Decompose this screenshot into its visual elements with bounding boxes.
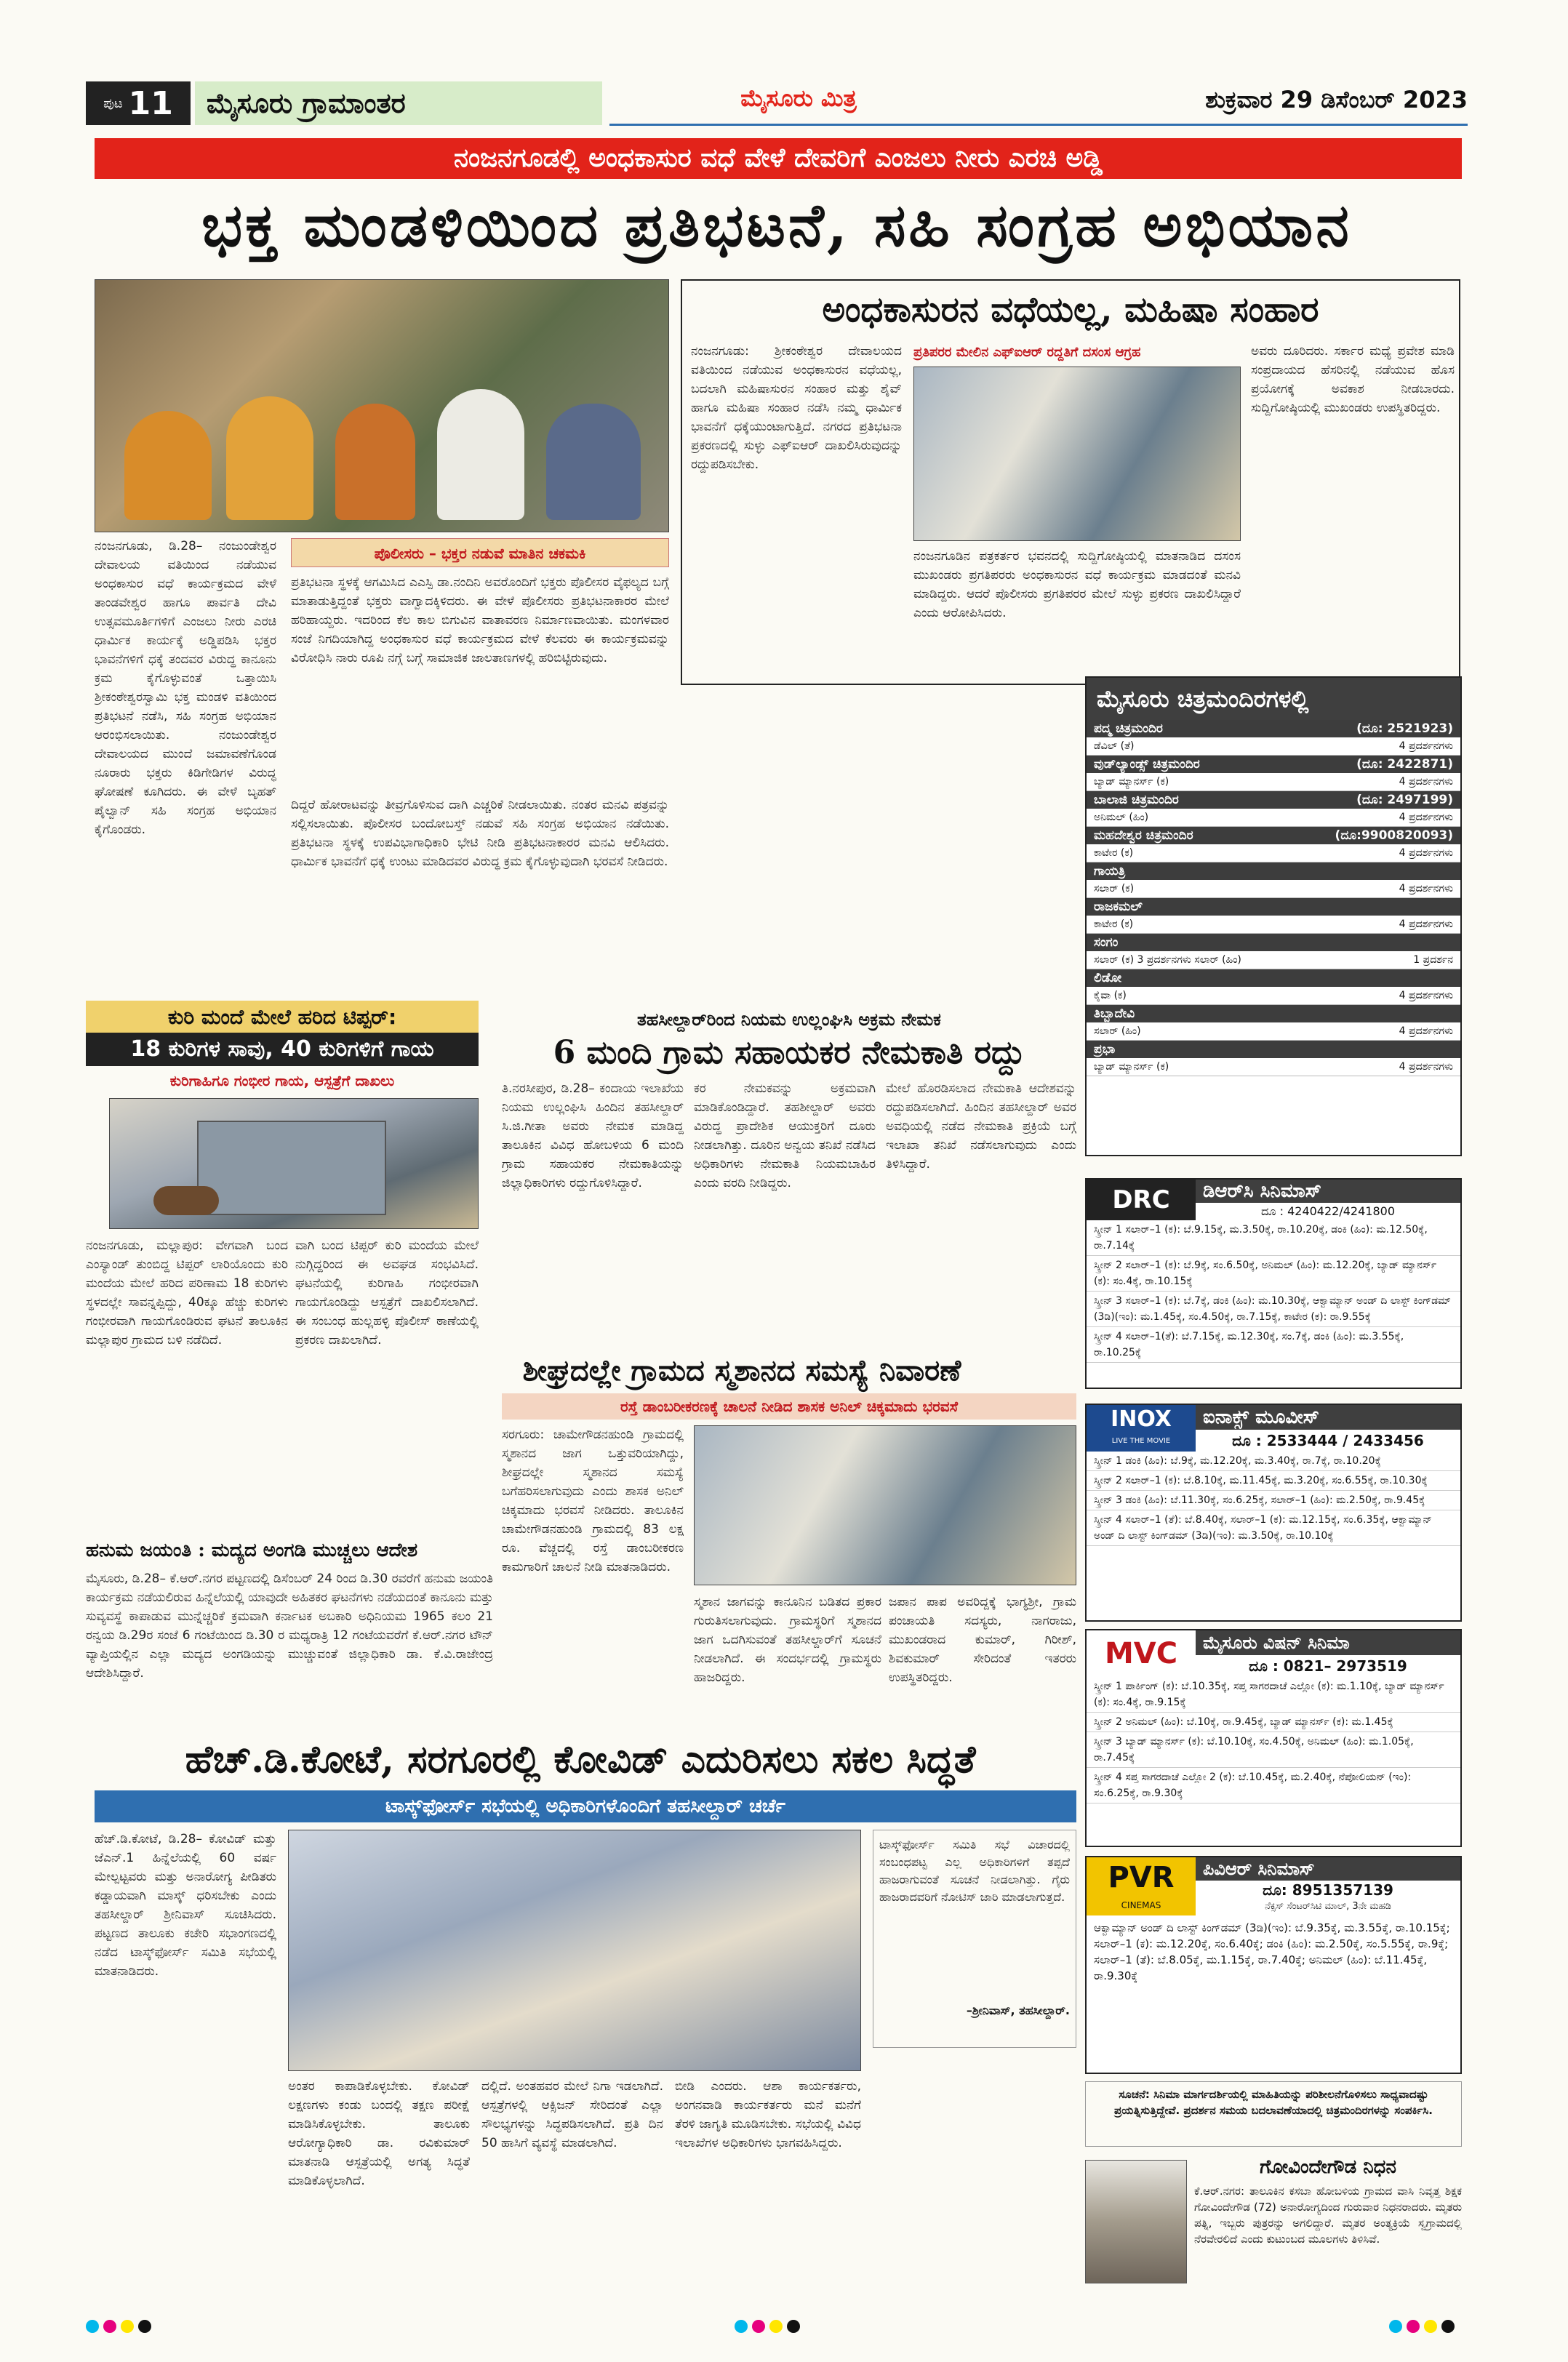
- theatre-name: ವುಡ್‌ಲ್ಯಾಂಡ್ಸ್ ಚಿತ್ರಮಂದಿರ: [1094, 757, 1200, 772]
- show-count: 4 ಪ್ರದರ್ಶನಗಳು: [1399, 990, 1453, 1001]
- movie-title: ಕಾಟೇರ (ಕ): [1094, 847, 1134, 859]
- masthead: [86, 81, 1468, 127]
- theatre-name-row: [1087, 827, 1460, 844]
- goat-headline-band: [86, 1033, 479, 1066]
- show-count: 4 ಪ್ರದರ್ಶನಗಳು: [1399, 847, 1453, 859]
- show-count: 4 ಪ್ರದರ್ಶನಗಳು: [1399, 883, 1453, 894]
- theatre-movie-row: [1087, 809, 1460, 827]
- covid-sub-band: [95, 1790, 1076, 1822]
- show-count: 4 ಪ್ರದರ್ಶನಗಳು: [1399, 812, 1453, 823]
- lead-col3: ದಿದ್ದರೆ ಹೋರಾಟವನ್ನು ತೀವ್ರಗೊಳಿಸುವ ದಾಗಿ ಎಚ್ಚರಿಕೆ ನೀಡಲಾಯಿತು. ನಂತರ ಮನವಿ ಪತ್ರವನ್ನು ಸಲ್ಲಿಸಲಾಯಿತು. ಪೊಲೀಸರ ಬಂದೋಬಸ್ತ್ ನಡುವೆ ಸಹಿ ಸಂಗ್ರಹ ಅಭಿಯಾನ ನಡೆಯಿತು. ಪ್ರತಿಭಟನಾ ಸ್ಥಳಕ್ಕೆ ಉಪವಿಭಾಗಾಧಿಕಾರಿ ಭೇಟಿ ನೀಡಿ ಪ್ರತಿಭಟನಾಕಾರರ ಮನವಿ ಆಲಿಸಿದರು. ಧಾರ್ಮಿಕ ಭಾವನೆಗೆ ಧಕ್ಕೆ ಉಂಟು ಮಾಡಿದವರ ವಿರುದ್ಧ ಕ್ರಮ ಕೈಗೊಳ್ಳುವುದಾಗಿ ಭರವಸೆ ನೀಡಿದರು.: [291, 798, 669, 869]
- story2-col3: ಅವರು ದೂರಿದರು. ಸರ್ಕಾರ ಮಧ್ಯೆ ಪ್ರವೇಶ ಮಾಡಿ ಸಂಪ್ರದಾಯದ ಹೆಸರಿನಲ್ಲಿ ನಡೆಯುವ ಹೊಸ ಪ್ರಯೋಗಕ್ಕೆ ಅವಕಾಶ ನೀಡಬಾರದು. ಸುದ್ದಿಗೋಷ್ಠಿಯಲ್ಲಿ ಮುಖಂಡರು ಉಪಸ್ಥಿತರಿದ್ದರು.: [1251, 344, 1455, 415]
- theatre-name: ಸಂಗಂ: [1094, 935, 1119, 950]
- registration-marks-center: [735, 2320, 804, 2336]
- theatre-movie-row: [1087, 987, 1460, 1005]
- screen-schedule: ಸ್ಕ್ರೀನ್ 2 ಸಲಾರ್–1 (ಕ): ಬೆ.8.10ಕ್ಕೆ, ಮ.11.45ಕ್ಕೆ, ಮ.3.20ಕ್ಕೆ, ಸಂ.6.55ಕ್ಕೆ, ರಾ.10.30ಕ್ಕೆ: [1087, 1471, 1460, 1491]
- movie-title: ಸಲಾರ್ (ಕ) 3 ಪ್ರದರ್ಶನಗಳು ಸಲಾರ್ (ಹಿಂ): [1094, 954, 1241, 966]
- paper-name: ಮೈಸೂರು ಮಿತ್ರ: [740, 84, 857, 112]
- screen-schedule: ಸ್ಕ್ರೀನ್ 1 ಡಂಕಿ (ಹಿಂ): ಬೆ.9ಕ್ಕೆ, ಮ.12.20ಕ್ಕೆ, ಮ.3.40ಕ್ಕೆ, ರಾ.7ಕ್ಕೆ, ರಾ.10.20ಕ್ಕೆ: [1087, 1452, 1460, 1471]
- theatre-movie-row: [1087, 880, 1460, 898]
- smashana-col2: ಸ್ಮಶಾನ ಜಾಗವನ್ನು ಕಾನೂನಿನ ಬಡಿತದ ಪ್ರಕಾರ ಗುರುತಿಸಲಾಗುವುದು. ಗ್ರಾಮಸ್ಥರಿಗೆ ಸ್ಮಶಾನದ ಜಾಗ ಒದಗಿಸುವಂತೆ ತಹಸೀಲ್ದಾರ್‌ಗೆ ಸೂಚನೆ ನೀಡಲಾಗಿದೆ. ಈ ಸಂದರ್ಭದಲ್ಲಿ ಗ್ರಾಮಸ್ಥರು ಹಾಜರಿದ್ದರು.: [694, 1595, 881, 1685]
- story2-photo: [913, 367, 1241, 541]
- screen-schedule: ಸ್ಕ್ರೀನ್ 4 ಸಪ್ತ ಸಾಗರದಾಚೆ ಎಲ್ಲೋ 2 (ಕ): ಬೆ.10.45ಕ್ಕೆ, ಮ.2.40ಕ್ಕೆ, ನೆಪೋಲಿಯನ್ (ಇಂ): ಸಂ.6.25ಕ್ಕೆ, ರಾ.9.30ಕ್ಕೆ: [1087, 1768, 1460, 1803]
- theatre-movie-row: [1087, 1022, 1460, 1041]
- screen-schedule: ಸ್ಕ್ರೀನ್ 1 ಸಲಾರ್–1 (ಕ): ಬೆ.9.15ಕ್ಕೆ, ಮ.3.50ಕ್ಕೆ, ರಾ.10.20ಕ್ಕೆ, ಡಂಕಿ (ಹಿಂ): ಮ.12.50ಕ್ಕೆ, ರಾ.7.14ಕ್ಕೆ: [1087, 1220, 1460, 1256]
- story2-kicker-band: [913, 342, 1241, 364]
- screen-schedule: ಸ್ಕ್ರೀನ್ 2 ಸಲಾರ್–1 (ಕ): ಬೆ.9ಕ್ಕೆ, ಸಂ.6.50ಕ್ಕೆ, ಅನಿಮಲ್ (ಹಿಂ): ಮ.12.20ಕ್ಕೆ, ಬ್ಯಾಡ್ ಮ್ಯಾನರ್ಸ್ (ಕ): ಸಂ.4ಕ್ಕೆ, ರಾ.10.15ಕ್ಕೆ: [1087, 1256, 1460, 1292]
- hanuma-body: ಮೈಸೂರು, ಡಿ.28– ಕೆ.ಆರ್.ನಗರ ಪಟ್ಟಣದಲ್ಲಿ ಡಿಸೆಂಬರ್ 24 ರಿಂದ ಡಿ.30 ರವರೆಗೆ ಹನುಮ ಜಯಂತಿ ಕಾರ್ಯಕ್ರಮ ನಡೆಯಲಿರುವ ಹಿನ್ನೆಲೆಯಲ್ಲಿ ಯಾವುದೇ ಅಹಿತಕರ ಘಟನೆಗಳು ನಡೆಯದಂತೆ ಕಾನೂನು ಮತ್ತು ಸುವ್ಯವಸ್ಥೆ ಕಾಪಾಡುವ ಮುನ್ನೆಚ್ಚರಿಕೆ ಕ್ರಮವಾಗಿ ಕರ್ನಾಟಕ ಅಬಕಾರಿ ಅಧಿನಿಯಮ 1965 ಕಲಂ 21 ರನ್ವಯ ಡಿ.29ರ ಸಂಜೆ 6 ಗಂಟೆಯಿಂದ ಡಿ.30 ರ ಮಧ್ಯರಾತ್ರಿ 12 ಗಂಟೆಯವರೆಗೆ ಕೆ.ಆರ್.ನಗರ ಟೌನ್ ವ್ಯಾಪ್ತಿಯಲ್ಲಿನ ಎಲ್ಲಾ ಮದ್ಯದ ಅಂಗಡಿಯನ್ನು ಮುಚ್ಚುವಂತೆ ಜಿಲ್ಲಾಧಿಕಾರಿ ಡಾ. ಕೆ.ವಿ.ರಾಜೇಂದ್ರ ಆದೇಶಿಸಿದ್ದಾರೆ.: [86, 1572, 493, 1681]
- inox-phone: ದೂ : 2533444 / 2433456: [1232, 1432, 1424, 1449]
- screen-schedule: ಸ್ಕ್ರೀನ್ 4 ಸಲಾರ್–1(ತೆ): ಬೆ.7.15ಕ್ಕೆ, ಮ.12.30ಕ್ಕೆ, ಸಂ.7ಕ್ಕೆ, ಡಂಕಿ (ಹಿಂ): ಮ.3.55ಕ್ಕೆ, ರಾ.10.25ಕ್ಕೆ: [1087, 1327, 1460, 1363]
- covid-box-text: ಟಾಸ್ಕ್‌ಫೋರ್ಸ್ ಸಮಿತಿ ಸಭೆ ವಿಚಾರದಲ್ಲಿ ಸಂಬಂಧಪಟ್ಟ ಎಲ್ಲ ಅಧಿಕಾರಿಗಳಿಗೆ ತಪ್ಪದೆ ಹಾಜರಾಗುವಂತೆ ಸೂಚನೆ ನೀಡಲಾಗಿತ್ತು. ಗೈರು ಹಾಜರಾದವರಿಗೆ ನೋಟಿಸ್ ಜಾರಿ ಮಾಡಲಾಗುತ್ತದೆ.: [879, 1838, 1070, 1904]
- smashana-col1: ಸರಗೂರು: ಚಾಮೇಗೌಡನಹುಂಡಿ ಗ್ರಾಮದಲ್ಲಿ ಸ್ಮಶಾನದ ಜಾಗ ಒತ್ತುವರಿಯಾಗಿದ್ದು, ಶೀಘ್ರದಲ್ಲೇ ಸ್ಮಶಾನದ ಸಮಸ್ಯೆ ಬಗೆಹರಿಸಲಾಗುವುದು ಎಂದು ಶಾಸಕ ಅನಿಲ್ ಚಿಕ್ಕಮಾದು ಭರವಸೆ ನೀಡಿದರು. ತಾಲೂಕಿನ ಚಾಮೇಗೌಡನಹುಂಡಿ ಗ್ರಾಮದಲ್ಲಿ 83 ಲಕ್ಷ ರೂ. ವೆಚ್ಚದಲ್ಲಿ ರಸ್ತೆ ಡಾಂಬರೀಕರಣ ಕಾಮಗಾರಿಗೆ ಚಾಲನೆ ನೀಡಿ ಮಾತನಾಡಿದರು.: [502, 1428, 684, 1574]
- inox-title: ಐನಾಕ್ಸ್ ಮೂವೀಸ್: [1196, 1405, 1460, 1430]
- story2-headline: ಅಂಧಕಾಸುರನ ವಧೆಯಲ್ಲ, ಮಹಿಷಾ ಸಂಹಾರ: [822, 289, 1319, 330]
- covid-box: [873, 1830, 1076, 2048]
- covid-col3: ದಲ್ಲಿದೆ. ಅಂತಹವರ ಮೇಲೆ ನಿಗಾ ಇಡಲಾಗಿದೆ. ಆಸ್ಪತ್ರೆಗಳಲ್ಲಿ ಆಕ್ಸಿಜನ್ ಸೇರಿದಂತೆ ಎಲ್ಲಾ ಸೌಲಭ್ಯಗಳನ್ನು ಸಿದ್ಧಪಡಿಸಲಾಗಿದೆ. ಪ್ರತಿ ದಿನ 50 ಹಾಸಿಗೆ ವ್ಯವಸ್ಥೆ ಮಾಡಲಾಗಿದೆ.: [481, 2079, 663, 2150]
- lead-kicker-band: [95, 138, 1462, 179]
- theatre-name-row: [1087, 969, 1460, 987]
- smashana-col3: ಜಪಾನ ಪಾಪ ಅವರಿದ್ದಕ್ಕೆ ಭಾಗ್ಯಶ್ರೀ, ಗ್ರಾಮ ಪಂಚಾಯತಿ ಸದಸ್ಯರು, ನಾಗರಾಜು, ಮುಖಂಡರಾದ ಕುಮಾರ್, ಗಿರೀಶ್, ಶಿವಕುಮಾರ್ ಸೇರಿದಂತೆ ಇತರರು ಉಪಸ್ಥಿತರಿದ್ದರು.: [889, 1595, 1076, 1685]
- issue-date: ಶುಕ್ರವಾರ 29 ಡಿಸೆಂಬರ್ 2023: [1205, 86, 1468, 113]
- inox-tagline: LIVE THE MOVIE: [1111, 1437, 1171, 1445]
- lead-col1: ನಂಜನಗೂಡು, ಡಿ.28– ನಂಜುಂಡೇಶ್ವರ ದೇವಾಲಯ ವತಿಯಿಂದ ನಡೆಯುವ ಅಂಧಕಾಸುರ ವಧೆ ಕಾರ್ಯಕ್ರಮದ ವೇಳೆ ತಾಂಡವೇಶ್ವರ ಹಾಗೂ ಪಾರ್ವತಿ ದೇವಿ ಉತ್ಸವಮೂರ್ತಿಗಳಿಗೆ ಎಂಜಲು ನೀರು ಎರಚಿ ಧಾರ್ಮಿಕ ಕಾರ್ಯಕ್ಕೆ ಅಡ್ಡಿಪಡಿಸಿ ಭಕ್ತರ ಭಾವನೆಗಳಿಗೆ ಧಕ್ಕೆ ತಂದವರ ವಿರುದ್ಧ ಕಾನೂನು ಕ್ರಮ ಕೈಗೊಳ್ಳುವಂತೆ ಒತ್ತಾಯಿಸಿ ಶ್ರೀಕಂಠೇಶ್ವರಸ್ವಾಮಿ ಭಕ್ತ ಮಂಡಳಿ ವತಿಯಿಂದ ಪ್ರತಿಭಟನೆ ನಡೆಸಿ, ಸಹಿ ಸಂಗ್ರಹ ಅಭಿಯಾನ ಆರಂಭಿಸಲಾಯಿತು. ನಂಜುಂಡೇಶ್ವರ ದೇವಾಲಯದ ಮುಂದೆ ಜಮಾವಣೆಗೊಂಡ ನೂರಾರು ಭಕ್ತರು ಕಿಡಿಗೇಡಿಗಳ ವಿರುದ್ಧ ಘೋಷಣೆ ಕೂಗಿದರು. ಈ ವೇಳೆ ಬೃಹತ್ ಪೈಲ್ವಾನ್ ಸಹಿ ಸಂಗ್ರಹ ಅಭಿಯಾನ ಕೈಗೊಂಡರು.: [95, 539, 276, 837]
- theatre-name-row: [1087, 720, 1460, 737]
- show-count: 4 ಪ್ರದರ್ಶನಗಳು: [1399, 776, 1453, 788]
- page-label-box: [86, 81, 191, 125]
- screen-schedule: ಸ್ಕ್ರೀನ್ 3 ಸಲಾರ್–1 (ಕ): ಬೆ.7ಕ್ಕೆ, ಡಂಕಿ (ಹಿಂ): ಮ.10.30ಕ್ಕೆ, ಆಕ್ವಾಮ್ಯಾನ್ ಅಂಡ್ ದಿ ಲಾಸ್ಟ್ ಕಿಂಗ್‌ಡಮ್ (3ಡಿ)(ಇಂ): ಮ.1.45ಕ್ಕೆ, ಸಂ.4.50ಕ್ಕೆ, ರಾ.7.15ಕ್ಕೆ, ಕಾಟೇರ (ಕ): ರಾ.9.55ಕ್ಕೆ: [1087, 1292, 1460, 1327]
- theatre-name: ಪದ್ಮ ಚಿತ್ರಮಂದಿರ: [1094, 721, 1163, 736]
- inox-box: [1085, 1404, 1462, 1622]
- obit-box: [1085, 2154, 1462, 2307]
- theatre-name: ಬಾಲಾಜಿ ಚಿತ್ರಮಂದಿರ: [1094, 793, 1179, 807]
- movie-title: ಸಲಾರ್ (ಕ): [1094, 883, 1135, 894]
- obit-headline: ಗೋವಿಂದೇಗೌಡ ನಿಧನ: [1260, 2156, 1396, 2178]
- movie-title: ಕಾಟೇರ (ಕ): [1094, 918, 1134, 930]
- show-count: 4 ಪ್ರದರ್ಶನಗಳು: [1399, 1025, 1453, 1037]
- nemakaati-kicker: ತಹಸೀಲ್ದಾರ್‌ರಿಂದ ನಿಯಮ ಉಲ್ಲಂಘಿಸಿ ಅಕ್ರಮ ನೇಮಕ: [637, 1009, 941, 1030]
- theatre-name: ತಿಬ್ಬಾದೇವಿ: [1094, 1006, 1135, 1021]
- theatre-movie-row: [1087, 951, 1460, 969]
- show-count: 4 ಪ್ರದರ್ಶನಗಳು: [1399, 1061, 1453, 1073]
- drc-logo: DRC: [1087, 1180, 1196, 1220]
- nemakaati-col2: ಕರ ನೇಮಕವನ್ನು ಅಕ್ರಮವಾಗಿ ಮಾಡಿಕೊಂಡಿದ್ದಾರೆ. ತಹಶೀಲ್ದಾರ್ ಅವರು ವಿರುದ್ಧ ಪ್ರಾದೇಶಿಕ ಆಯುಕ್ತರಿಗೆ ದೂರು ನೀಡಲಾಗಿತ್ತು. ದೂರಿನ ಅನ್ವಯ ತನಿಖೆ ನಡೆಸಿದ ಅಧಿಕಾರಿಗಳು ನೇಮಕಾತಿ ನಿಯಮಬಾಹಿರ ಎಂದು ವರದಿ ನೀಡಿದ್ದರು.: [694, 1081, 876, 1190]
- mvc-logo: MVC: [1104, 1637, 1178, 1670]
- theatre-movie-row: [1087, 916, 1460, 934]
- page-number: 11: [128, 84, 173, 122]
- page-label: ಪುಟ: [103, 95, 123, 111]
- drc-title: ಡಿಆರ್‌ಸಿ ಸಿನಿಮಾಸ್: [1196, 1180, 1460, 1203]
- smashana-photo: [694, 1425, 1076, 1585]
- theatre-movie-row: [1087, 773, 1460, 791]
- covid-box-sign: –ಶ್ರೀನಿವಾಸ್, ತಹಸೀಲ್ದಾರ್.: [966, 2003, 1070, 2017]
- pvr-note: ಸೂಚನೆ: ಸಿನಿಮಾ ಮಾರ್ಗದರ್ಶಿಯಲ್ಲಿ ಮಾಹಿತಿಯನ್ನು ಪರಿಶೀಲನೆಗೊಳಿಸಲು ಸಾಧ್ಯವಾದಷ್ಟು ಪ್ರಯತ್ನಿಸುತ್ತಿದ್ದೇವೆ. ಪ್ರದರ್ಶನ ಸಮಯ ಬದಲಾವಣೆಯಾದಲ್ಲಿ ಚಿತ್ರಮಂದಿರಗಳನ್ನು ಸಂಪರ್ಕಿಸಿ.: [1085, 2081, 1462, 2147]
- smashana-headline: ಶೀಘ್ರದಲ್ಲೇ ಗ್ರಾಮದ ಸ್ಮಶಾನದ ಸಮಸ್ಯೆ ನಿವಾರಣೆ: [522, 1353, 961, 1388]
- theatre-name: ರಾಜಕಮಲ್: [1094, 900, 1143, 914]
- pvr-logo-sub: CINEMAS: [1121, 1900, 1161, 1910]
- covid-col2: ಅಂತರ ಕಾಪಾಡಿಕೊಳ್ಳಬೇಕು. ಕೋವಿಡ್ ಲಕ್ಷಣಗಳು ಕಂಡು ಬಂದಲ್ಲಿ ತಕ್ಷಣ ಪರೀಕ್ಷೆ ಮಾಡಿಸಿಕೊಳ್ಳಬೇಕು. ತಾಲೂಕು ಆರೋಗ್ಯಾಧಿಕಾರಿ ಡಾ. ರವಿಕುಮಾರ್ ಮಾತನಾಡಿ ಆಸ್ಪತ್ರೆಯಲ್ಲಿ ಅಗತ್ಯ ಸಿದ್ಧತೆ ಮಾಡಿಕೊಳ್ಳಲಾಗಿದೆ.: [288, 2079, 470, 2188]
- nemakaati-col1: ತಿ.ನರಸೀಪುರ, ಡಿ.28– ಕಂದಾಯ ಇಲಾಖೆಯ ನಿಯಮ ಉಲ್ಲಂಘಿಸಿ ಹಿಂದಿನ ತಹಸೀಲ್ದಾರ್ ಸಿ.ಜಿ.ಗೀತಾ ಅವರು ನೇಮಕ ಮಾಡಿದ್ದ ತಾಲೂಕಿನ ವಿವಿಧ ಹೋಬಳಿಯ 6 ಮಂದಿ ಗ್ರಾಮ ಸಹಾಯಕರ ನೇಮಕಾತಿಯನ್ನು ಜಿಲ್ಲಾಧಿಕಾರಿಗಳು ರದ್ದುಗೊಳಿಸಿದ್ದಾರೆ.: [502, 1081, 684, 1190]
- lead-headline: ಭಕ್ತ ಮಂಡಳಿಯಿಂದ ಪ್ರತಿಭಟನೆ, ಸಹಿ ಸಂಗ್ರಹ ಅಭಿಯಾನ: [201, 191, 1352, 260]
- covid-col1: ಹೆಚ್.ಡಿ.ಕೋಟೆ, ಡಿ.28– ಕೋವಿಡ್ ಮತ್ತು ಜೆಎನ್.1 ಹಿನ್ನೆಲೆಯಲ್ಲಿ 60 ವರ್ಷ ಮೇಲ್ಪಟ್ಟವರು ಮತ್ತು ಅನಾರೋಗ್ಯ ಪೀಡಿತರು ಕಡ್ಡಾಯವಾಗಿ ಮಾಸ್ಕ್ ಧರಿಸಬೇಕು ಎಂದು ತಹಸೀಲ್ದಾರ್ ಶ್ರೀನಿವಾಸ್ ಸೂಚಿಸಿದರು. ಪಟ್ಟಣದ ತಾಲೂಕು ಕಚೇರಿ ಸಭಾಂಗಣದಲ್ಲಿ ನಡೆದ ಟಾಸ್ಕ್‌ಫೋರ್ಸ್ ಸಮಿತಿ ಸಭೆಯಲ್ಲಿ ಮಾತನಾಡಿದರು.: [95, 1832, 276, 1979]
- theatre-phone: (ದೂ: 2422871): [1356, 757, 1453, 772]
- goat-kicker: ಕುರಿ ಮಂದೆ ಮೇಲೆ ಹರಿದ ಟಿಪ್ಪರ್:: [167, 1005, 397, 1029]
- movie-title: ಬ್ಯಾಡ್ ಮ್ಯಾನರ್ಸ್ (ಕ): [1094, 1061, 1169, 1073]
- goat-body1: ನಂಜನಗೂಡು, ಮಲ್ಲಾಪುರ: ವೇಗವಾಗಿ ಬಂದ ಎಂಸ್ಯಾಂಡ್ ತುಂಬಿದ್ದ ಟಿಪ್ಪರ್ ಲಾರಿಯೊಂದು ಕುರಿ ಮಂದೆಯ ಮೇಲೆ ಹರಿದ ಪರಿಣಾಮ 18 ಕುರಿಗಳು ಸ್ಥಳದಲ್ಲೇ ಸಾವನ್ನಪ್ಪಿದ್ದು, 40ಕ್ಕೂ ಹೆಚ್ಚು ಕುರಿಗಳು ಗಂಭೀರವಾಗಿ ಗಾಯಗೊಂಡಿರುವ ಘಟನೆ ತಾಲೂಕಿನ ಮಲ್ಲಾಪುರ ಗ್ರಾಮದ ಬಳಿ ನಡೆದಿದೆ.: [86, 1238, 288, 1348]
- covid-col5: [873, 2055, 1076, 2281]
- pvr-title: ಪಿವಿಆರ್ ಸಿನಿಮಾಸ್: [1196, 1857, 1460, 1881]
- masthead-rule: [609, 124, 1468, 126]
- nemakaati-col3: ಮೇಲೆ ಹೊರಡಿಸಲಾದ ನೇಮಕಾತಿ ಆದೇಶವನ್ನು ರದ್ದುಪಡಿಸಲಾಗಿದೆ. ಹಿಂದಿನ ತಹಸೀಲ್ದಾರ್ ಅವರ ಅವಧಿಯಲ್ಲಿ ನಡೆದ ನೇಮಕಾತಿ ಪ್ರಕ್ರಿಯೆ ಬಗ್ಗೆ ಇಲಾಖಾ ತನಿಖೆ ನಡೆಸಲಾಗುವುದು ಎಂದು ತಿಳಿಸಿದ್ದಾರೆ.: [886, 1081, 1076, 1172]
- pvr-address: ನೆಕ್ಸಸ್ ಸೆಂಟರ್‌ಸಿಟಿ ಮಾಲ್, 3ನೇ ಮಹಡಿ: [1265, 1901, 1391, 1912]
- screen-schedule: ಸ್ಕ್ರೀನ್ 3 ಬ್ಯಾಡ್ ಮ್ಯಾನರ್ಸ್ (ಕ): ಬೆ.10.10ಕ್ಕೆ, ಸಂ.4.50ಕ್ಕೆ, ಅನಿಮಲ್ (ಹಿಂ): ಮ.1.05ಕ್ಕೆ, ರಾ.7.45ಕ್ಕೆ: [1087, 1732, 1460, 1768]
- smashana-sub: ರಸ್ತೆ ಡಾಂಬರೀಕರಣಕ್ಕೆ ಚಾಲನೆ ನೀಡಿದ ಶಾಸಕ ಅನಿಲ್ ಚಿಕ್ಕಮಾದು ಭರವಸೆ: [620, 1398, 958, 1415]
- movie-title: ಸಲಾರ್ (ಹಿಂ): [1094, 1025, 1141, 1037]
- mvc-phone: ದೂ : 0821– 2973519: [1249, 1657, 1407, 1675]
- theatre-phone: (ದೂ: 2497199): [1356, 793, 1453, 807]
- goat-kicker-band: [86, 1001, 479, 1034]
- theatre-name: ಗಾಯತ್ರಿ: [1094, 864, 1126, 878]
- obit-photo: [1085, 2160, 1187, 2283]
- theatre-name-row: [1087, 1005, 1460, 1022]
- hanuma-headline: ಹನುಮ ಜಯಂತಿ : ಮದ್ಯದ ಅಂಗಡಿ ಮುಚ್ಚಲು ಆದೇಶ: [86, 1540, 418, 1561]
- story2-col2: ನಂಜನಗೂಡಿನ ಪತ್ರಕರ್ತರ ಭವನದಲ್ಲಿ ಸುದ್ದಿಗೋಷ್ಠಿಯಲ್ಲಿ ಮಾತನಾಡಿದ ದಸಂಸ ಮುಖಂಡರು ಪ್ರಗತಿಪರರು ಅಂಧಕಾಸುರನ ವಧೆ ಕಾರ್ಯಕ್ರಮ ಮಾಡದಂತೆ ಮನವಿ ಮಾಡಿದ್ದರು. ಆದರೆ ಪೊಲೀಸರು ಪ್ರಗತಿಪರರ ಮೇಲೆ ಸುಳ್ಳು ಪ್ರಕರಣ ದಾಖಲಿಸಿದ್ದಾರೆ ಎಂದು ಆರೋಪಿಸಿದರು.: [913, 549, 1241, 620]
- screen-schedule: ಸ್ಕ್ರೀನ್ 4 ಸಲಾರ್–1 (ತೆ): ಬೆ.8.40ಕ್ಕೆ, ಸಲಾರ್–1 (ಕ): ಮ.12.15ಕ್ಕೆ, ಸಂ.6.35ಕ್ಕೆ, ಆಕ್ವಾಮ್ಯಾನ್ ಅಂಡ್ ದಿ ಲಾಸ್ಟ್ ಕಿಂಗ್‌ಡಮ್ (3ಡಿ)(ಇಂ): ಮ.3.50ಕ್ಕೆ, ರಾ.10.10ಕ್ಕೆ: [1087, 1510, 1460, 1546]
- story2-kicker: ಪ್ರತಿಪರರ ಮೇಲಿನ ಎಫ್‌ಐಆರ್ ರದ್ದತಿಗೆ ದಸಂಸ ಆಗ್ರಹ: [913, 345, 1141, 360]
- registration-marks-right: [1389, 2320, 1459, 2336]
- screen-schedule: ಸ್ಕ್ರೀನ್ 3 ಡಂಕಿ (ಹಿಂ): ಬೆ.11.30ಕ್ಕೆ, ಸಂ.6.25ಕ್ಕೆ, ಸಲಾರ್–1 (ಹಿಂ): ಮ.2.50ಕ್ಕೆ, ರಾ.9.45ಕ್ಕೆ: [1087, 1491, 1460, 1510]
- show-count: 1 ಪ್ರದರ್ಶನ: [1413, 954, 1453, 966]
- drc-phone: ದೂ : 4240422/4241800: [1260, 1204, 1395, 1218]
- pvr-phone: ದೂ: 8951357139: [1263, 1881, 1393, 1899]
- story2-col1: ನಂಜನಗೂಡು: ಶ್ರೀಕಂಠೇಶ್ವರ ದೇವಾಲಯದ ವತಿಯಿಂದ ನಡೆಯುವ ಅಂಧಕಾಸುರನ ವಧೆಯಲ್ಲ, ಬದಲಾಗಿ ಮಹಿಷಾಸುರನ ಸಂಹಾರ ಮತ್ತು ಶೈವ್‌ ಹಾಗೂ ಮಹಿಷಾ ಸಂಹಾರ ನಡೆಸಿ ನಮ್ಮ ಧಾರ್ಮಿಕ ಭಾವನೆಗೆ ಧಕ್ಕೆಯುಂಟಾಗುತ್ತಿದೆ. ನಗರದ ಪ್ರತಿಭಟನಾ ಪ್ರಕರಣದಲ್ಲಿ ಸುಳ್ಳು ಎಫ್‌ಐಆರ್ ದಾಖಲಿಸಿರುವುದನ್ನು ರದ್ದುಪಡಿಸಬೇಕು.: [691, 344, 902, 472]
- section-name: ಮೈಸೂರು ಗ್ರಾಮಾಂತರ: [195, 81, 602, 125]
- theatre-name-row: [1087, 756, 1460, 773]
- movie-title: ಬ್ಯಾಡ್ ಮ್ಯಾನರ್ಸ್ (ಕ): [1094, 776, 1169, 788]
- theatre-name: ಲಿಡೋ: [1094, 971, 1122, 985]
- screen-schedule: ಸ್ಕ್ರೀನ್ 2 ಅನಿಮಲ್ (ಹಿಂ): ಬೆ.10ಕ್ಕೆ, ರಾ.9.45ಕ್ಕೆ, ಬ್ಯಾಡ್ ಮ್ಯಾನರ್ಸ್ (ಕ): ಮ.1.45ಕ್ಕೆ: [1087, 1713, 1460, 1732]
- movie-title: ಅನಿಮಲ್ (ಹಿಂ): [1094, 812, 1149, 823]
- theatre-movie-row: [1087, 844, 1460, 862]
- screen-schedule: ಸ್ಕ್ರೀನ್ 1 ಪಾರ್ಕಿಂಗ್ (ಕ): ಬೆ.10.35ಕ್ಕೆ, ಸಪ್ತ ಸಾಗರದಾಚೆ ಎಲ್ಲೋ (ಕ): ಮ.1.10ಕ್ಕೆ, ಬ್ಯಾಡ್ ಮ್ಯಾನರ್ಸ್ (ಕ): ಸಂ.4ಕ್ಕೆ, ರಾ.9.15ಕ್ಕೆ: [1087, 1677, 1460, 1713]
- mvc-box: [1085, 1629, 1462, 1847]
- covid-headline: ಹೆಚ್.ಡಿ.ಕೋಟೆ, ಸರಗೂರಲ್ಲಿ ಕೋವಿಡ್ ಎದುರಿಸಲು ಸಕಲ ಸಿದ್ಧತೆ: [185, 1737, 976, 1782]
- pvr-logo: PVR: [1108, 1861, 1175, 1894]
- goat-photo: [109, 1098, 479, 1229]
- theatre-movie-row: [1087, 737, 1460, 756]
- inox-logo: INOX: [1111, 1406, 1172, 1432]
- lead-kicker: ನಂಜನಗೂಡಲ್ಲಿ ಅಂಧಕಾಸುರ ವಧೆ ವೇಳೆ ದೇವರಿಗೆ ಎಂಜಲು ನೀರು ಎರಚಿ ಅಡ್ಡಿ: [453, 143, 1103, 173]
- theatre-movie-row: [1087, 1058, 1460, 1076]
- covid-sub: ಟಾಸ್ಕ್‌ಫೋರ್ಸ್ ಸಭೆಯಲ್ಲಿ ಅಧಿಕಾರಿಗಳೊಂದಿಗೆ ತಹಸೀಲ್ದಾರ್ ಚರ್ಚೆ: [385, 1795, 786, 1817]
- goat-sub: ಕುರಿಗಾಹಿಗೂ ಗಂಭೀರ ಗಾಯ, ಆಸ್ಪತ್ರೆಗೆ ದಾಖಲು: [169, 1072, 395, 1089]
- drc-box: [1085, 1178, 1462, 1389]
- theatre-listings: [1085, 676, 1462, 1156]
- show-count: 4 ಪ್ರದರ್ಶನಗಳು: [1399, 740, 1453, 752]
- theatre-name: ಮಹದೇಶ್ವರ ಚಿತ್ರಮಂದಿರ: [1094, 828, 1193, 843]
- lead-subbox-text: ಪೊಲೀಸರು – ಭಕ್ತರ ನಡುವೆ ಮಾತಿನ ಚಕಮಕಿ: [374, 545, 586, 562]
- smashana-sub-band: [502, 1393, 1076, 1420]
- lead-subbox: [291, 538, 669, 567]
- movie-title: ಕೈವಾ (ಕ): [1094, 990, 1127, 1001]
- theatres-title: ಮೈಸೂರು ಚಿತ್ರಮಂದಿರಗಳಲ್ಲಿ: [1087, 678, 1460, 720]
- theatre-name-row: [1087, 791, 1460, 809]
- theatre-name-row: [1087, 934, 1460, 951]
- registration-marks-left: [86, 2320, 156, 2336]
- movie-title: ಡೆವಿಲ್ (ತೆ): [1094, 740, 1135, 752]
- nemakaati-headline: 6 ಮಂದಿ ಗ್ರಾಮ ಸಹಾಯಕರ ನೇಮಕಾತಿ ರದ್ದು: [553, 1034, 1025, 1071]
- theatre-name-row: [1087, 862, 1460, 880]
- covid-photo: [288, 1830, 861, 2071]
- theatre-name-row: [1087, 1041, 1460, 1058]
- goat-headline: 18 ಕುರಿಗಳ ಸಾವು, 40 ಕುರಿಗಳಿಗೆ ಗಾಯ: [130, 1036, 434, 1062]
- mvc-title: ಮೈಸೂರು ವಿಷನ್ ಸಿನಿಮಾ: [1196, 1630, 1460, 1655]
- covid-col4: ಬೀಡಿ ಎಂದರು. ಆಶಾ ಕಾರ್ಯಕರ್ತರು, ಅಂಗನವಾಡಿ ಕಾರ್ಯಕರ್ತರು ಮನೆ ಮನೆಗೆ ತೆರಳಿ ಜಾಗೃತಿ ಮೂಡಿಸಬೇಕು. ಸಭೆಯಲ್ಲಿ ವಿವಿಧ ಇಲಾಖೆಗಳ ಅಧಿಕಾರಿಗಳು ಭಾಗವಹಿಸಿದ್ದರು.: [675, 2079, 861, 2150]
- lead-photo: [95, 279, 669, 532]
- theatre-phone: (ದೂ: 2521923): [1356, 721, 1453, 736]
- show-count: 4 ಪ್ರದರ್ಶನಗಳು: [1399, 918, 1453, 930]
- theatre-phone: (ದೂ:9900820093): [1335, 828, 1453, 843]
- theatre-name-row: [1087, 898, 1460, 916]
- obit-body: ಕೆ.ಆರ್.ನಗರ: ತಾಲೂಕಿನ ಕಸಬಾ ಹೋಬಳಿಯ ಗ್ರಾಮದ ವಾಸಿ ನಿವೃತ್ತ ಶಿಕ್ಷಕ ಗೋವಿಂದೇಗೌಡ (72) ಅನಾರೋಗ್ಯದಿಂದ ಗುರುವಾರ ನಿಧನರಾದರು. ಮೃತರು ಪತ್ನಿ, ಇಬ್ಬರು ಪುತ್ರರನ್ನು ಅಗಲಿದ್ದಾರೆ. ಮೃತರ ಅಂತ್ಯಕ್ರಿಯೆ ಸ್ವಗ್ರಾಮದಲ್ಲಿ ನೆರವೇರಲಿದೆ ಎಂದು ಕುಟುಂಬದ ಮೂಲಗಳು ತಿಳಿಸಿವೆ.: [1194, 2185, 1462, 2246]
- theatre-name: ಪ್ರಭಾ: [1094, 1042, 1116, 1057]
- pvr-box: [1085, 1856, 1462, 2074]
- lead-col2: ಪ್ರತಿಭಟನಾ ಸ್ಥಳಕ್ಕೆ ಆಗಮಿಸಿದ ಎಎಸ್ಪಿ ಡಾ.ನಂದಿನಿ ಅವರೊಂದಿಗೆ ಭಕ್ತರು ಪೊಲೀಸರ ವೈಫಲ್ಯದ ಬಗ್ಗೆ ಮಾತಾಡುತ್ತಿದ್ದಂತೆ ಭಕ್ತರು ವಾಗ್ವಾದಕ್ಕಿಳಿದರು. ಈ ವೇಳೆ ಪೊಲೀಸರು ಪ್ರತಿಭಟನಾಕಾರರ ಮೇಲೆ ಹರಿಹಾಯ್ದರು. ಇದರಿಂದ ಕೆಲ ಕಾಲ ಬಿಗುವಿನ ವಾತಾವರಣ ನಿರ್ಮಾಣವಾಯಿತು. ಮಂಗಳವಾರ ಸಂಜೆ ನಿಗದಿಯಾಗಿದ್ದ ಅಂಧಕಾಸುರ ವಧೆ ಕಾರ್ಯಕ್ರಮದ ವೇಳೆ ಕೆಲವರು ಈ ಕಾರ್ಯಕ್ರಮವನ್ನು ವಿರೋಧಿಸಿ ನಾರು ರೂಪಿ ನಗ್ಗೆ ಬಗ್ಗೆ ಸಾಮಾಜಿಕ ಜಾಲತಾಣಗಳಲ್ಲಿ ಹರಿಬಿಟ್ಟಿರುವುದು.: [291, 575, 669, 665]
- goat-body2: ವಾಗಿ ಬಂದ ಟಿಪ್ಪರ್ ಕುರಿ ಮಂದೆಯ ಮೇಲೆ ನುಗ್ಗಿದ್ದರಿಂದ ಈ ಅವಘಡ ಸಂಭವಿಸಿದೆ. ಘಟನೆಯಲ್ಲಿ ಕುರಿಗಾಹಿ ಗಂಭೀರವಾಗಿ ಗಾಯಗೊಂಡಿದ್ದು ಆಸ್ಪತ್ರೆಗೆ ದಾಖಲಿಸಲಾಗಿದೆ. ಈ ಸಂಬಂಧ ಹುಲ್ಲಹಳ್ಳಿ ಪೊಲೀಸ್ ಠಾಣೆಯಲ್ಲಿ ಪ್ರಕರಣ ದಾಖಲಾಗಿದೆ.: [295, 1238, 479, 1348]
- pvr-screens: ಆಕ್ವಾಮ್ಯಾನ್ ಅಂಡ್ ದಿ ಲಾಸ್ಟ್ ಕಿಂಗ್‌ಡಮ್ (3ಡಿ)(ಇಂ): ಬೆ.9.35ಕ್ಕೆ, ಮ.3.55ಕ್ಕೆ, ರಾ.10.15ಕ್ಕೆ; ಸಲಾರ್–1 (ಕ): ಮ.12.20ಕ್ಕೆ, ಸಂ.6.40ಕ್ಕೆ; ಡಂಕಿ (ಹಿಂ): ಮ.2.50ಕ್ಕೆ, ಸಂ.5.55ಕ್ಕೆ, ರಾ.9ಕ್ಕೆ; ಸಲಾರ್–1 (ತೆ): ಬೆ.8.05ಕ್ಕೆ, ಮ.1.15ಕ್ಕೆ, ರಾ.7.40ಕ್ಕೆ; ಅನಿಮಲ್ (ಹಿಂ): ಬೆ.11.45ಕ್ಕೆ, ರಾ.9.30ಕ್ಕೆ: [1094, 1921, 1450, 1982]
